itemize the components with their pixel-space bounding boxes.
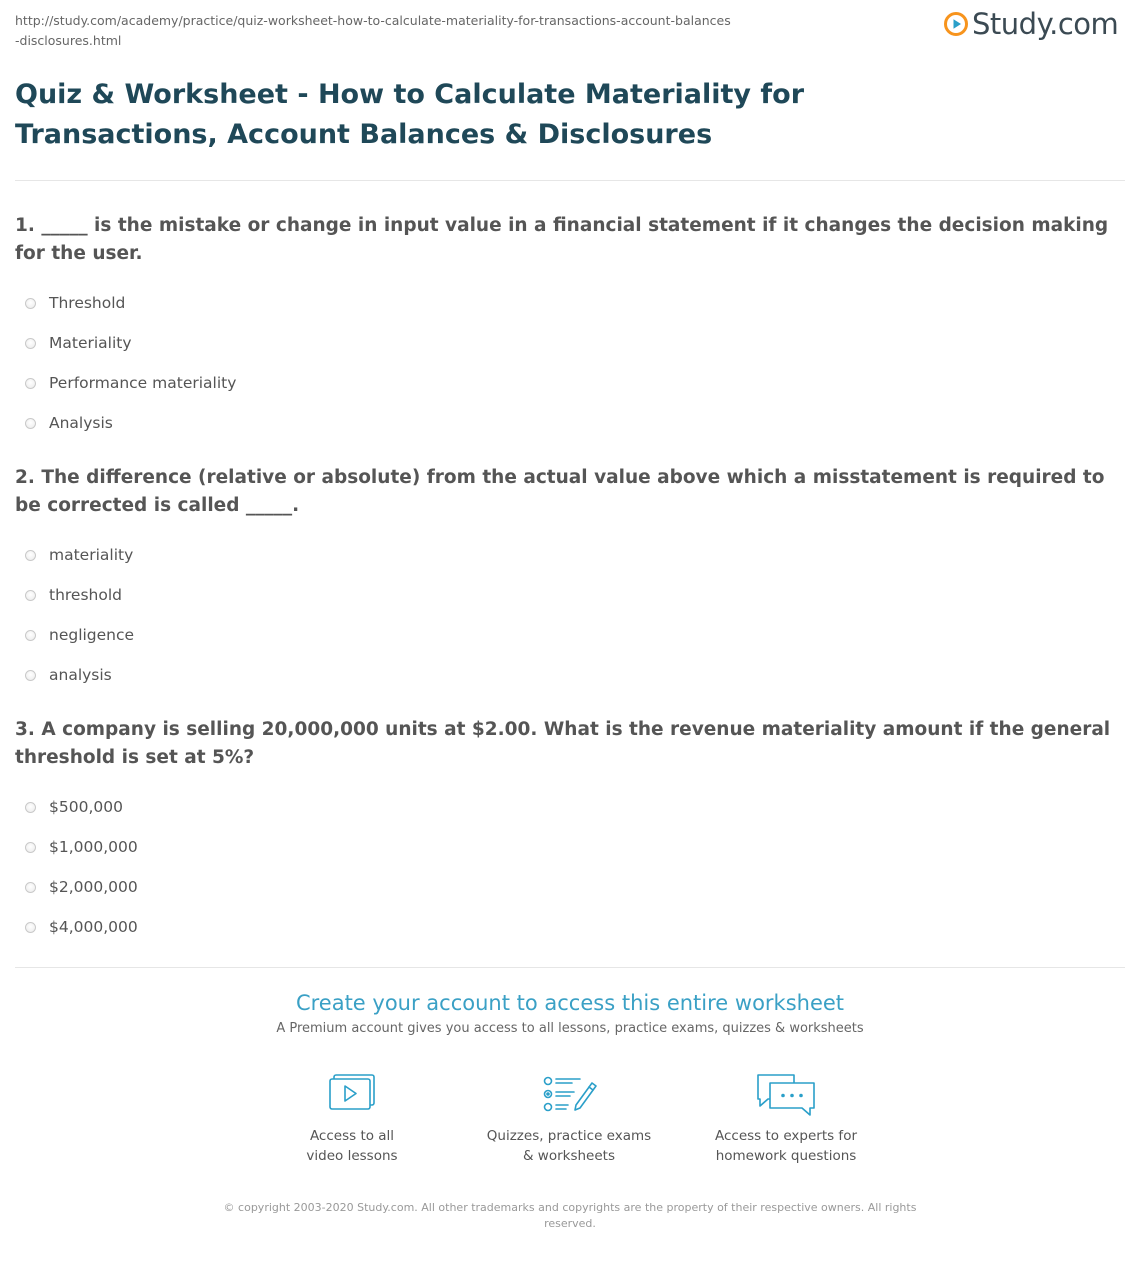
feature-label-line2: & worksheets — [522, 1148, 615, 1164]
option-list — [15, 787, 1125, 947]
cta-subtitle: A Premium account gives you access to all lessons, practice exams, quizzes & worksheets — [276, 1021, 864, 1036]
page-title: Quiz & Worksheet - How to Calculate Materiality for Transactions, Account Balances & Disclosures — [15, 79, 805, 150]
answer-option[interactable] — [15, 827, 1125, 867]
radio-button[interactable] — [25, 802, 36, 813]
feature-label-line2: homework questions — [715, 1148, 857, 1164]
option-label: Materiality — [49, 334, 132, 352]
radio-button[interactable] — [25, 378, 36, 389]
answer-option[interactable] — [15, 655, 1125, 695]
radio-button[interactable] — [25, 670, 36, 681]
feature-label-line1: Access to experts for — [714, 1128, 857, 1144]
option-list — [15, 283, 1125, 443]
answer-option[interactable] — [15, 575, 1125, 615]
question-text: 1. _____ is the mistake or change in input value in a financial statement if it changes the decision making for the user. — [15, 215, 1109, 264]
radio-button[interactable] — [25, 882, 36, 893]
feature-label-line2: video lessons — [306, 1148, 398, 1164]
cta-title-link[interactable]: Create your account to access this entire worksheet — [295, 991, 845, 1015]
question-text: 3. A company is selling 20,000,000 units at $2.00. What is the revenue materiality amount if the general threshold is set at 5%? — [15, 719, 1111, 768]
feature-experts — [686, 1072, 886, 1166]
question-text: 2. The difference (relative or absolute) from the actual value above which a misstatement is required to be corrected is called _____. — [15, 467, 1105, 516]
radio-button[interactable] — [25, 338, 36, 349]
answer-option[interactable] — [15, 363, 1125, 403]
radio-button[interactable] — [25, 418, 36, 429]
feature-label-line1: Access to all — [309, 1128, 395, 1144]
radio-button[interactable] — [25, 298, 36, 309]
option-label: $4,000,000 — [49, 918, 138, 936]
radio-button[interactable] — [25, 590, 36, 601]
option-label: Performance materiality — [49, 374, 237, 392]
option-label: Analysis — [49, 414, 113, 432]
option-label: Threshold — [49, 294, 126, 312]
divider — [15, 967, 1125, 968]
play-circle-icon — [944, 12, 968, 36]
quiz-checklist-icon — [540, 1072, 598, 1116]
answer-option[interactable] — [15, 907, 1125, 947]
answer-option[interactable] — [15, 283, 1125, 323]
radio-button[interactable] — [25, 842, 36, 853]
answer-option[interactable] — [15, 403, 1125, 443]
answer-option[interactable] — [15, 615, 1125, 655]
question-3 — [15, 716, 1125, 947]
answer-option[interactable] — [15, 535, 1125, 575]
copyright-notice: © copyright 2003-2020 Study.com. All other trademarks and copyrights are the property of their respective owners. All rights reserved. — [223, 1201, 917, 1230]
feature-label-line1: Quizzes, practice exams — [486, 1128, 652, 1144]
video-lessons-icon — [326, 1072, 378, 1116]
option-label: materiality — [49, 546, 134, 564]
radio-button[interactable] — [25, 550, 36, 561]
option-label: $500,000 — [49, 798, 123, 816]
feature-video-lessons — [252, 1072, 452, 1166]
option-label: $1,000,000 — [49, 838, 138, 856]
option-label: negligence — [49, 626, 135, 644]
question-2 — [15, 464, 1125, 695]
divider — [15, 180, 1125, 181]
page-url: http://study.com/academy/practice/quiz-worksheet-how-to-calculate-materiality-for-transactions-account-balances-disclosures.html — [15, 13, 731, 48]
chat-bubbles-icon — [754, 1072, 818, 1116]
option-list — [15, 535, 1125, 695]
study-logo[interactable] — [944, 6, 1118, 42]
option-label: threshold — [49, 586, 122, 604]
answer-option[interactable] — [15, 867, 1125, 907]
option-label: $2,000,000 — [49, 878, 138, 896]
question-1 — [15, 212, 1125, 443]
logo-text: Study.com — [972, 7, 1119, 41]
answer-option[interactable] — [15, 787, 1125, 827]
radio-button[interactable] — [25, 922, 36, 933]
option-label: analysis — [49, 666, 112, 684]
radio-button[interactable] — [25, 630, 36, 641]
signup-cta — [0, 988, 1140, 1039]
feature-quizzes — [469, 1072, 669, 1166]
answer-option[interactable] — [15, 323, 1125, 363]
